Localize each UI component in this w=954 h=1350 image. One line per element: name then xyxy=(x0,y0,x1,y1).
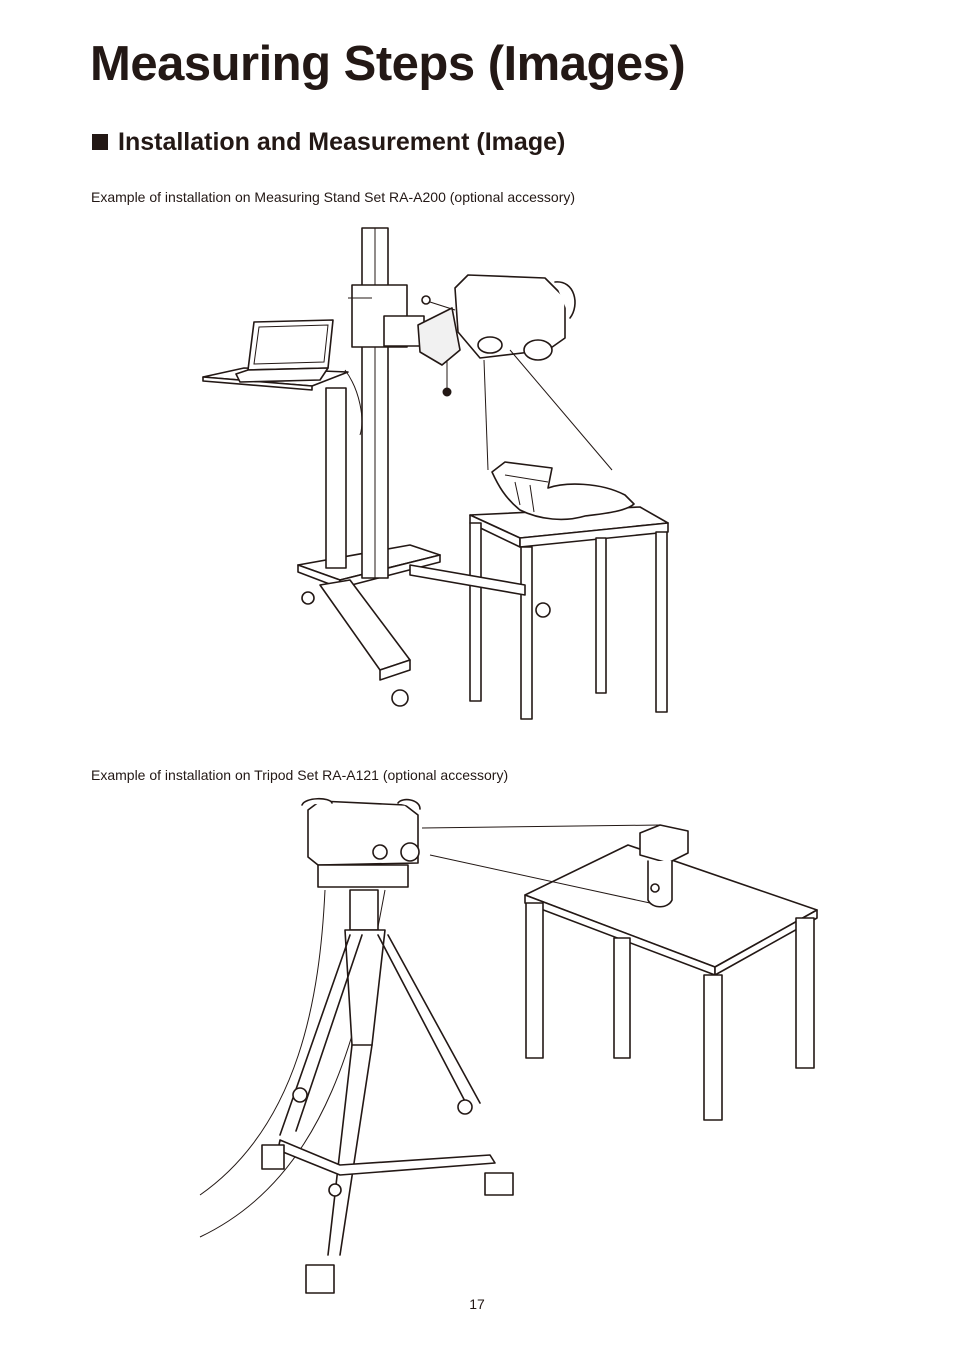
page-number: 17 xyxy=(469,1296,485,1312)
measuring-instrument xyxy=(418,275,575,396)
figure-caption-tripod: Example of installation on Tripod Set RA-A121 (optional accessory) xyxy=(91,767,509,783)
section-heading-text: Installation and Measurement (Image) xyxy=(118,128,566,156)
tripod xyxy=(262,890,513,1293)
laptop-shelf xyxy=(203,368,362,568)
measurement-ray xyxy=(484,360,488,470)
section-heading xyxy=(92,127,565,157)
camera-head xyxy=(302,799,420,887)
workpiece-part xyxy=(492,462,634,519)
page-title: Measuring Steps (Images) xyxy=(90,37,686,91)
square-bullet-icon xyxy=(92,134,108,150)
measuring-stand-illustration xyxy=(0,220,954,725)
table-drawing-1 xyxy=(470,507,668,719)
figure-caption-stand: Example of installation on Measuring Stand Set RA-A200 (optional accessory) xyxy=(91,189,576,205)
laptop-computer xyxy=(236,320,333,382)
measurement-ray xyxy=(510,350,612,470)
tripod-illustration xyxy=(0,795,954,1295)
measurement-ray xyxy=(422,825,660,828)
stand-base xyxy=(298,545,550,706)
